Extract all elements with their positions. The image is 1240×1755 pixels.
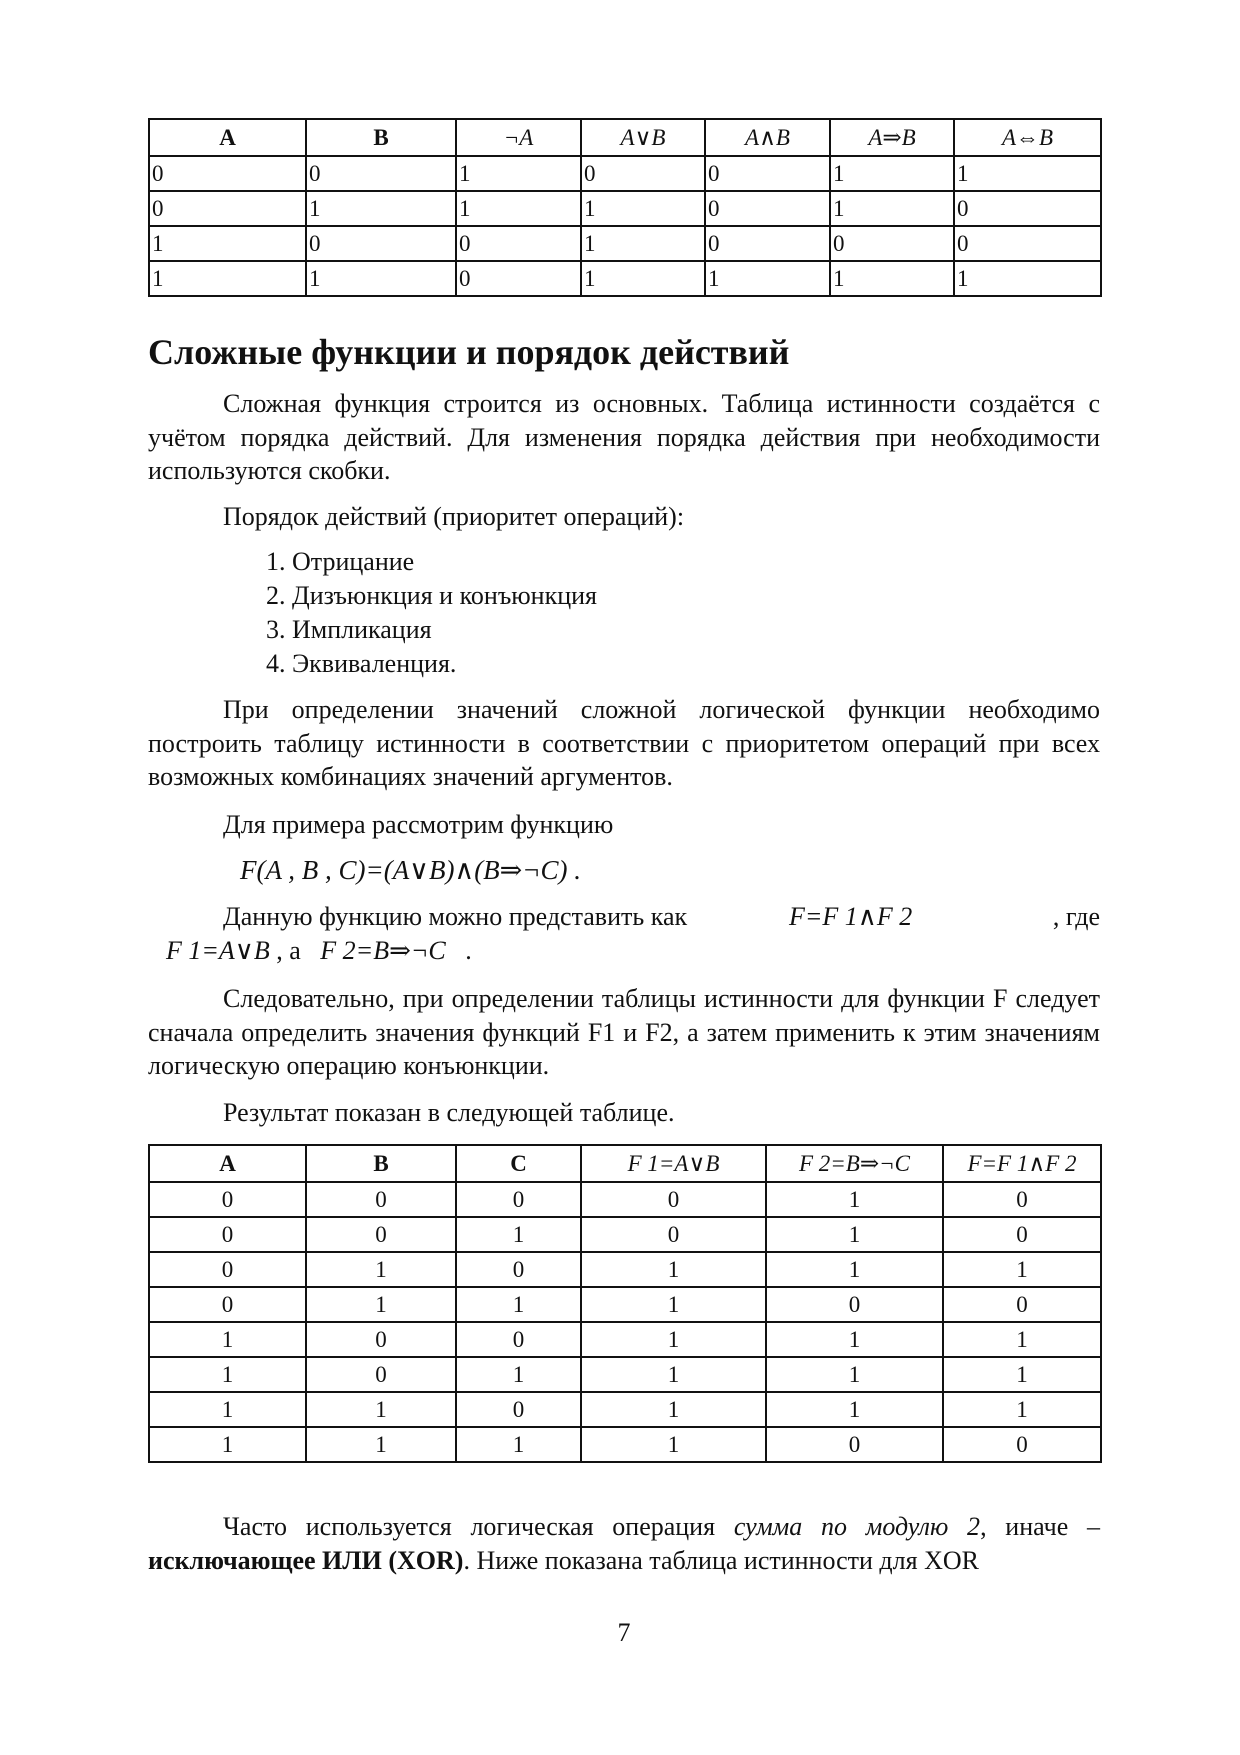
table-cell: 1 [943,1322,1101,1357]
table-cell: 0 [149,1182,306,1217]
table-cell: 1 [766,1182,943,1217]
example-formula: F(A , B , C)=(A∨B)∧(B⇒¬C) . [240,855,582,885]
column-header: A [149,119,306,156]
table-cell: 0 [943,1287,1101,1322]
table-cell: 1 [149,1322,306,1357]
table-cell: 1 [830,261,954,296]
table-cell: 0 [705,191,830,226]
table-cell: 0 [705,226,830,261]
table-cell: 0 [306,156,456,191]
table-cell: 1 [456,1287,581,1322]
table-cell: 0 [149,1252,306,1287]
table-cell: 1 [149,1392,306,1427]
table-cell: 0 [943,1427,1101,1462]
table-cell: 0 [306,1182,456,1217]
table-cell: 1 [766,1392,943,1427]
table-cell: 1 [306,1287,456,1322]
column-header: B [306,1145,456,1182]
table-cell: 0 [306,1322,456,1357]
table-cell: 0 [456,1252,581,1287]
table-cell: 0 [149,1217,306,1252]
formula: F 1=A∨B [166,936,270,965]
table-row [149,1217,1101,1252]
table-cell: 1 [943,1252,1101,1287]
result-intro: Результат показан в следующей таблице. [223,1098,675,1127]
column-header: A [149,1145,306,1182]
formula: F=F 1∧F 2 [789,902,913,931]
table-cell: 1 [954,261,1101,296]
column-header: F 2=B⇒¬C [766,1145,943,1182]
table-cell: 0 [456,1322,581,1357]
table-header-row [149,119,1101,156]
table-cell: 1 [306,191,456,226]
text: , иначе – [980,1512,1100,1541]
table-row [149,1427,1101,1462]
table-cell: 1 [306,1427,456,1462]
table-cell: 1 [581,1357,766,1392]
table-cell: 0 [306,226,456,261]
table-cell: 0 [456,1392,581,1427]
table-row [149,1252,1101,1287]
table-cell: 1 [149,226,306,261]
table-cell: 0 [149,191,306,226]
table-row [149,191,1101,226]
table-cell: 1 [830,191,954,226]
table-cell: 0 [456,226,581,261]
table-cell: 1 [830,156,954,191]
column-header: F=F 1∧F 2 [943,1145,1101,1182]
paragraph: При определении значений сложной логической функции необходимо построить таблицу истинности в соответствии с приоритетом операций при всех возможных комбинациях значений аргументов. [148,695,1100,791]
paragraph: Сложная функция строится из основных. Таблица истинности создаётся с учётом порядка действий. Для изменения порядка действия при необходимости используются скобки. [148,389,1100,485]
text: , а [276,936,301,965]
table-cell: 0 [149,156,306,191]
text: Данную функцию можно представить как [223,902,688,931]
table-cell: 0 [943,1182,1101,1217]
table-cell: 1 [581,226,705,261]
table-cell: 1 [581,1427,766,1462]
table-cell: 1 [954,156,1101,191]
bold-term: исключающее ИЛИ (XOR) [148,1545,464,1575]
list-item: 1. Отрицание [266,547,415,576]
list-item: 2. Дизъюнкция и конъюнкция [266,581,598,610]
table-cell: 0 [456,1182,581,1217]
table-row [149,1182,1101,1217]
table-row [149,226,1101,261]
table-cell: 1 [581,1252,766,1287]
truth-table-result [148,1144,1102,1463]
table-cell: 1 [943,1357,1101,1392]
column-header: A⇒B [830,119,954,156]
table-cell: 1 [581,191,705,226]
table-cell: 1 [943,1392,1101,1427]
text: , где [1052,902,1100,931]
paragraph [148,1510,1100,1577]
table-cell: 1 [581,1287,766,1322]
table-cell: 1 [456,191,581,226]
table-cell: 1 [149,1427,306,1462]
table-cell: 0 [766,1427,943,1462]
table-cell: 1 [149,1357,306,1392]
table-cell: 0 [705,156,830,191]
order-intro: Порядок действий (приоритет операций): [223,502,685,531]
table-cell: 0 [306,1217,456,1252]
table-cell: 1 [306,1392,456,1427]
example-intro: Для примера рассмотрим функцию [223,810,614,839]
table-cell: 1 [766,1252,943,1287]
column-header: ¬A [456,119,581,156]
section-title: Сложные функции и порядок действий [148,332,790,372]
table-row [149,156,1101,191]
table-cell: 0 [954,191,1101,226]
table-cell: 1 [766,1217,943,1252]
table-row [149,1392,1101,1427]
table-row [149,261,1101,296]
table-cell: 0 [306,1357,456,1392]
column-header: F 1=A∨B [581,1145,766,1182]
table-cell: 0 [943,1217,1101,1252]
page-number: 7 [617,1618,631,1647]
column-header: A∨B [581,119,705,156]
table-cell: 1 [766,1322,943,1357]
text: . Ниже показана таблица истинности для XOR [463,1545,979,1575]
table-cell: 1 [581,1392,766,1427]
table-cell: 0 [766,1287,943,1322]
table-cell: 0 [581,1182,766,1217]
paragraph-line [223,900,1100,933]
table-row [149,1322,1101,1357]
paragraph: Следовательно, при определении таблицы истинности для функции F следует сначала определить значения функций F1 и F2, а затем применить к этим значениям логическую операцию конъюнкции. [148,984,1100,1080]
table-cell: 0 [456,261,581,296]
table-row [149,1357,1101,1392]
text: Часто используется логическая операция [223,1512,734,1541]
italic-term: сумма по модулю 2 [733,1512,981,1541]
table-cell: 1 [306,261,456,296]
table-cell: 0 [581,156,705,191]
table-cell: 1 [149,261,306,296]
table-cell: 0 [149,1287,306,1322]
column-header: B [306,119,456,156]
table-row [149,1287,1101,1322]
table-header-row [149,1145,1101,1182]
table-cell: 1 [456,1427,581,1462]
table-cell: 1 [581,1322,766,1357]
text: . [465,936,472,965]
table-cell: 1 [456,1217,581,1252]
table-cell: 1 [456,156,581,191]
table-cell: 1 [456,1357,581,1392]
table-cell: 1 [766,1357,943,1392]
table-cell: 0 [830,226,954,261]
truth-table-basic [148,118,1102,297]
table-cell: 0 [954,226,1101,261]
paragraph-line [166,934,472,967]
list-item: 4. Эквиваленция. [266,649,457,678]
table-cell: 1 [306,1252,456,1287]
list-item: 3. Импликация [266,615,432,644]
column-header: A∧B [705,119,830,156]
table-cell: 0 [581,1217,766,1252]
column-header: C [456,1145,581,1182]
column-header: A⇔B [954,119,1101,156]
formula: F 2=B⇒¬C [320,936,446,965]
table-cell: 1 [581,261,705,296]
table-cell: 1 [705,261,830,296]
